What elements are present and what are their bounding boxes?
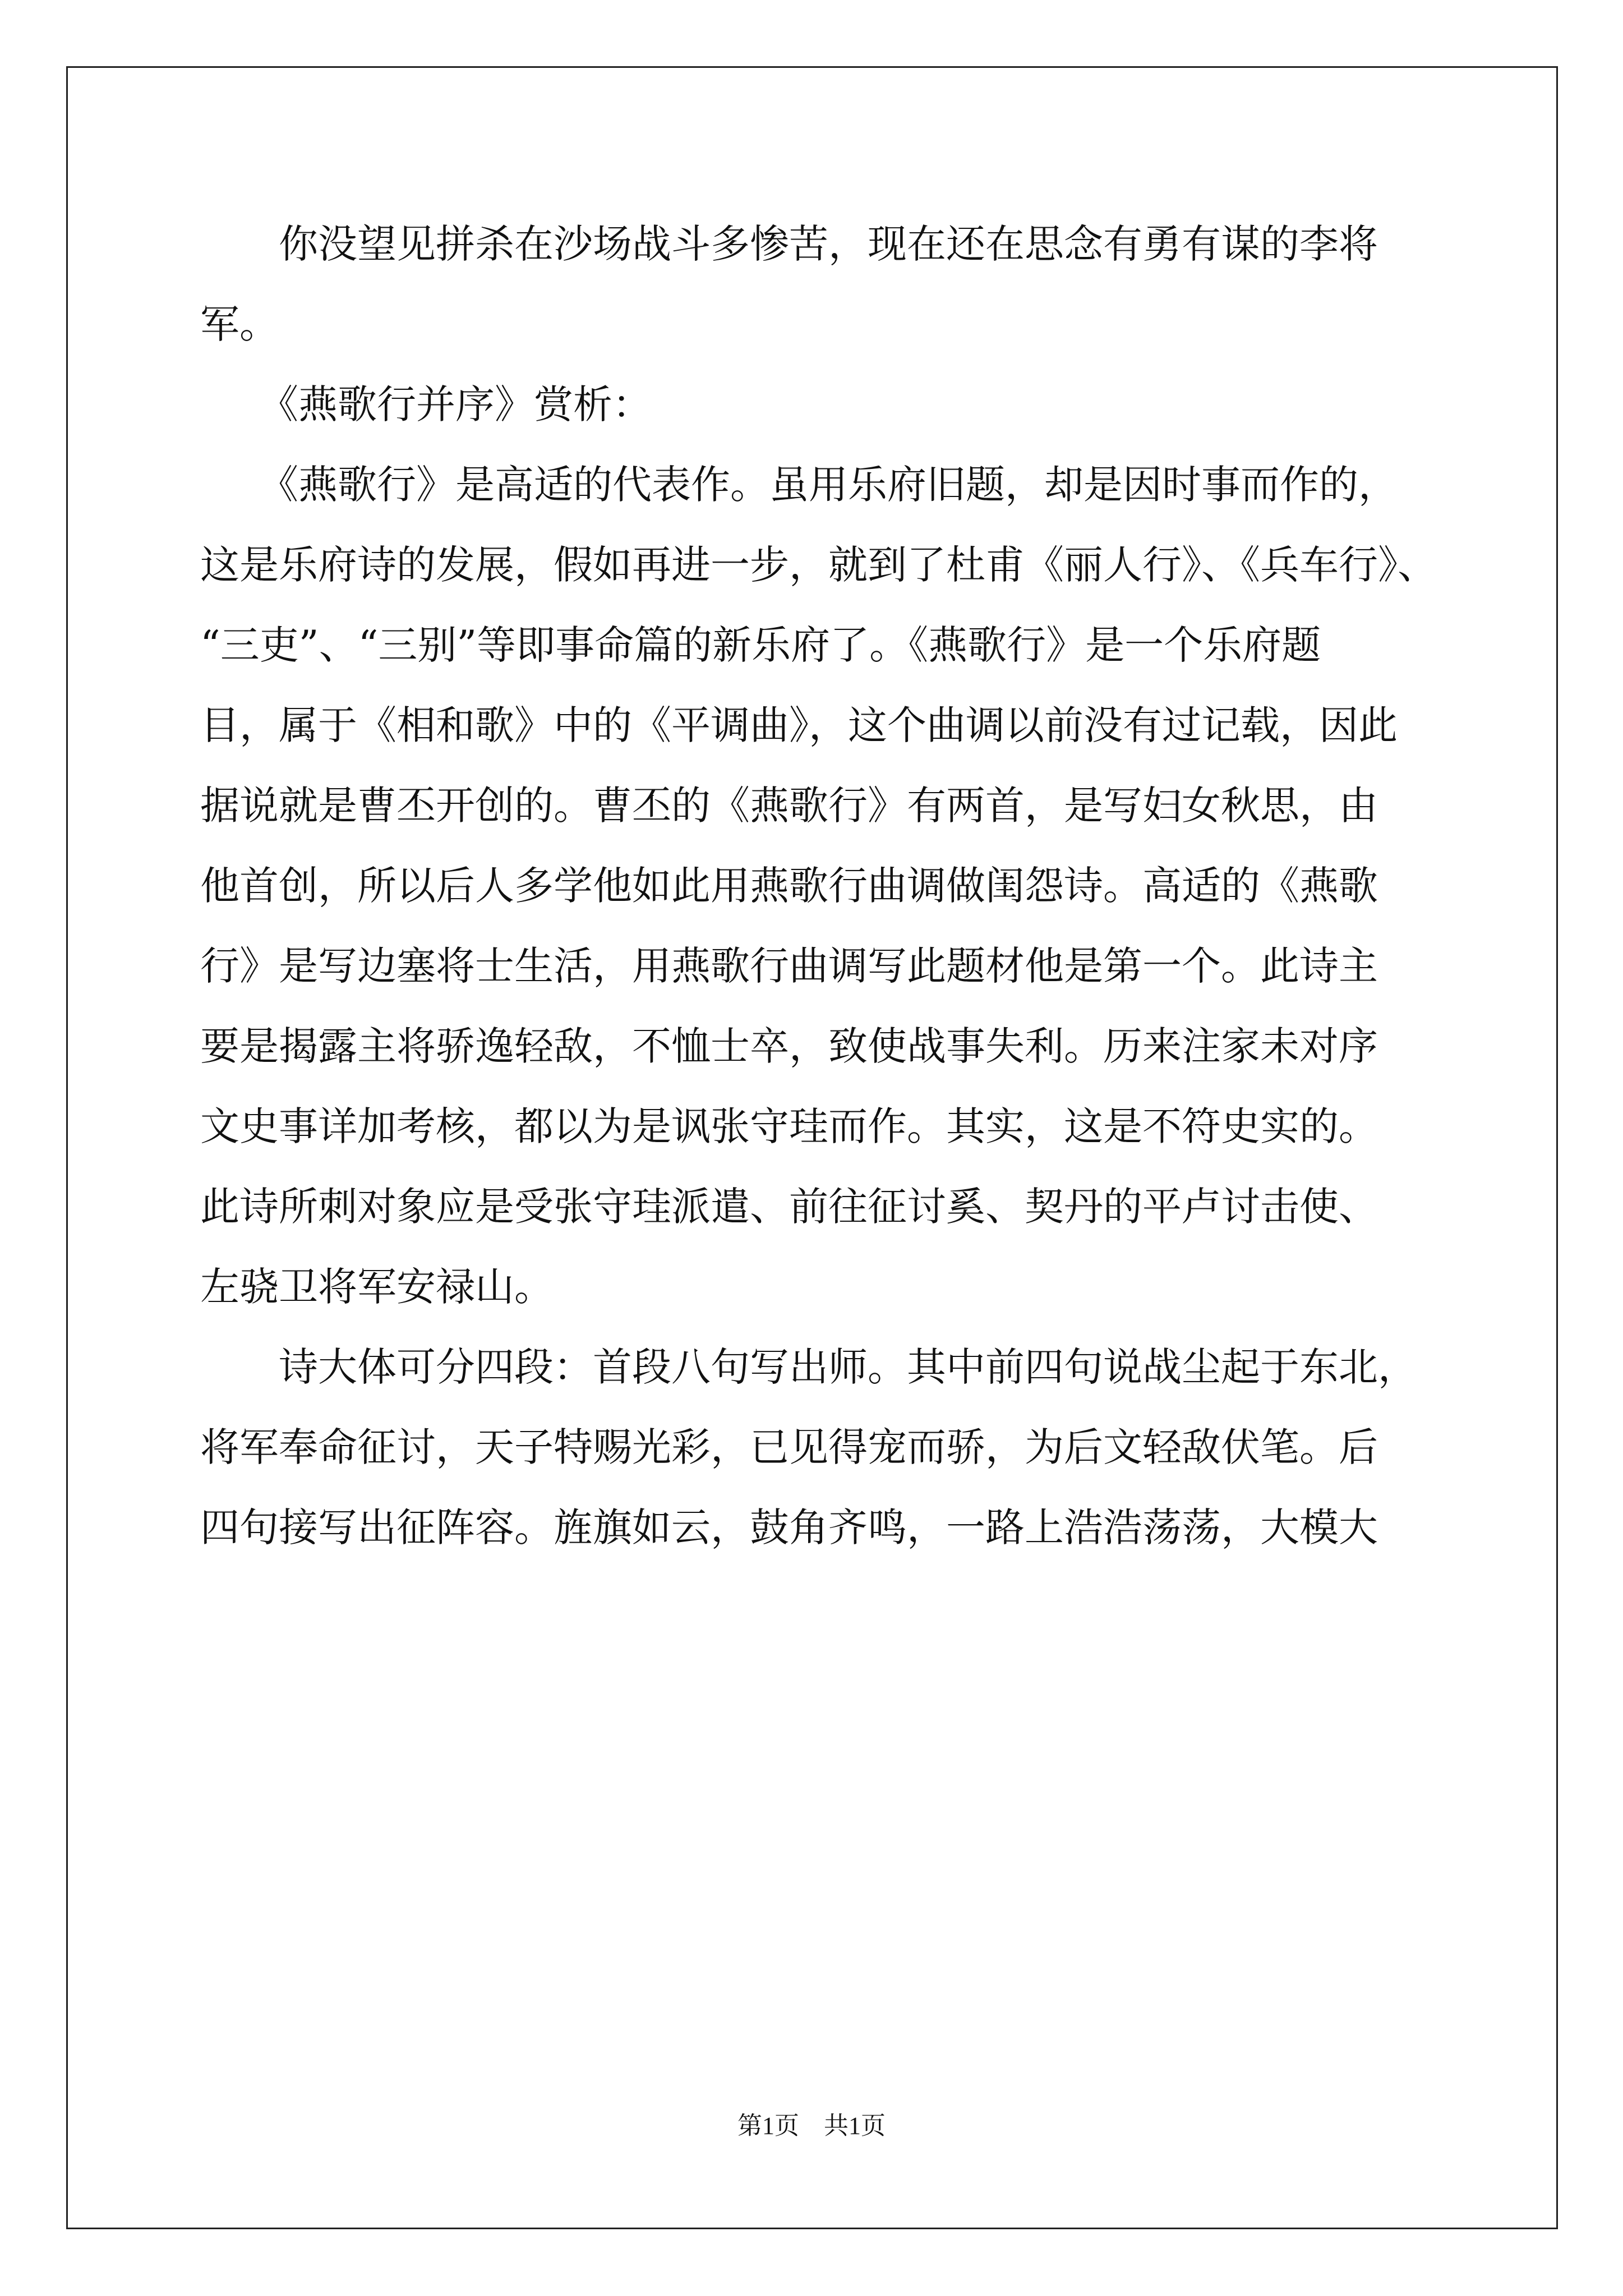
- text-line: 将军奉命征讨，天子特赐光彩，已见得宠而骄，为后文轻敌伏笔。后: [200, 1424, 1378, 1470]
- text-line: 据说就是曹丕开创的。曹丕的《燕歌行》有两首，是写妇女秋思，由: [200, 783, 1378, 829]
- text-line: 他首创，所以后人多学他如此用燕歌行曲调做闺怨诗。高适的《燕歌: [200, 863, 1378, 909]
- text-line: 《燕歌行》是高适的代表作。虽用乐府旧题，却是因时事而作的，: [200, 462, 1398, 508]
- text-line: 你没望见拼杀在沙场战斗多惨苦，现在还在思念有勇有谋的李将: [200, 221, 1378, 267]
- text-line: 此诗所刺对象应是受张守珪派遣、前往征讨奚、契丹的平卢讨击使、: [200, 1184, 1378, 1230]
- text-line: “三吏”、“三别”等即事命篇的新乐府了。《燕歌行》是一个乐府题: [200, 622, 1321, 668]
- text-line: 诗大体可分四段：首段八句写出师。其中前四句说战尘起于东北，: [200, 1344, 1417, 1390]
- page-footer: 第1页 共1页: [737, 2112, 886, 2139]
- text-line: 四句接写出征阵容。旌旗如云，鼓角齐鸣，一路上浩浩荡荡，大模大: [200, 1504, 1378, 1550]
- text-line: 要是揭露主将骄逸轻敌，不恤士卒，致使战事失利。历来注家未对序: [200, 1023, 1378, 1069]
- text-line: 目，属于《相和歌》中的《平调曲》，这个曲调以前没有过记载，因此: [200, 702, 1398, 748]
- text-line: 行》是写边塞将士生活，用燕歌行曲调写此题材他是第一个。此诗主: [200, 943, 1378, 989]
- text-line: 军。: [200, 301, 279, 347]
- text-line: 《燕歌行并序》赏析：: [200, 381, 652, 427]
- text-line: 这是乐府诗的发展，假如再进一步，就到了杜甫《丽人行》、《兵车行》、: [200, 542, 1437, 588]
- text-line: 左骁卫将军安禄山。: [200, 1264, 554, 1310]
- text-line: 文史事详加考核，都以为是讽张守珪而作。其实，这是不符史实的。: [200, 1103, 1378, 1149]
